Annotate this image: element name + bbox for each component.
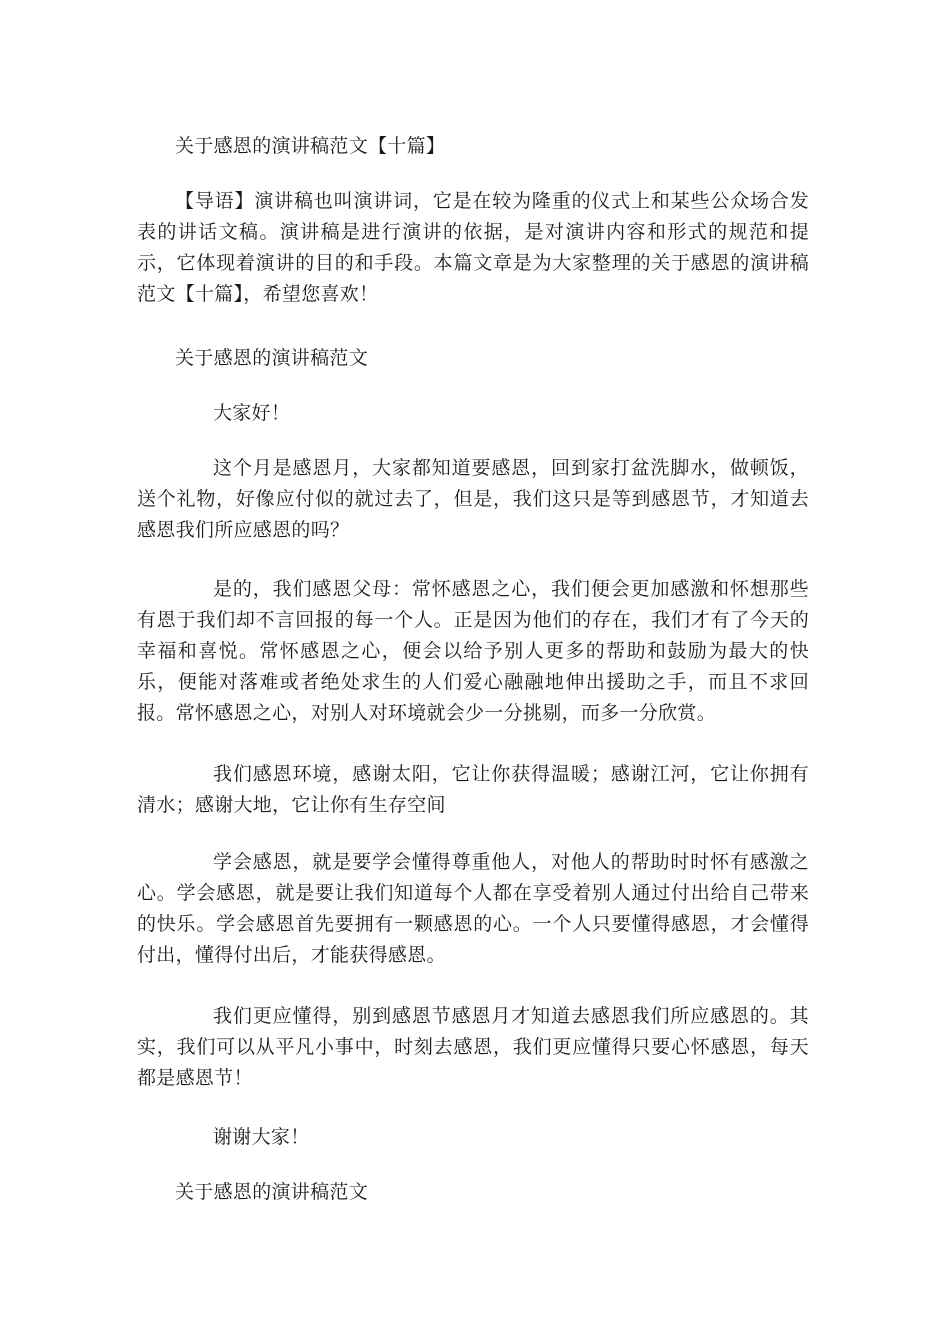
closing-line: 谢谢大家！ — [213, 1126, 310, 1148]
document-title: 关于感恩的演讲稿范文【十篇】 — [175, 135, 446, 157]
greeting: 大家好！ — [213, 402, 291, 424]
body-paragraph-4: 学会感恩，就是要学会懂得尊重他人，对他人的帮助时时怀有感激之心。学会感恩，就是要让我们知道每个人都在享受着别人通过付出给自己带来的快乐。学会感恩首先要拥有一颗感恩的心。一个人只要懂得感恩，才会懂得付出，懂得付出后，才能获得感恩。 — [137, 851, 809, 966]
section-heading-2: 关于感恩的演讲稿范文 — [175, 1181, 369, 1203]
intro-paragraph: 【导语】演讲稿也叫演讲词，它是在较为隆重的仪式上和某些公众场合发表的讲话文稿。演讲稿是进行演讲的依据，是对演讲内容和形式的规范和提示，它体现着演讲的目的和手段。本篇文章是为大家整理的关于感恩的演讲稿范文【十篇】，希望您喜欢！ — [137, 190, 809, 305]
section-heading-1: 关于感恩的演讲稿范文 — [175, 347, 369, 369]
body-paragraph-2: 是的，我们感恩父母：常怀感恩之心，我们便会更加感激和怀想那些有恩于我们却不言回报的每一个人。正是因为他们的存在，我们才有了今天的幸福和喜悦。常怀感恩之心，便会以给予别人更多的帮助和鼓励为最大的快乐，便能对落难或者绝处求生的人们爱心融融地伸出援助之手，而且不求回报。常怀感恩之心，对别人对环境就会少一分挑剔，而多一分欣赏。 — [137, 578, 809, 724]
body-paragraph-5: 我们更应懂得，别到感恩节感恩月才知道去感恩我们所应感恩的。其实，我们可以从平凡小事中，时刻去感恩，我们更应懂得只要心怀感恩，每天都是感恩节！ — [137, 1005, 809, 1089]
body-paragraph-1: 这个月是感恩月，大家都知道要感恩，回到家打盆洗脚水，做顿饭，送个礼物，好像应付似的就过去了，但是，我们这只是等到感恩节，才知道去感恩我们所应感恩的吗？ — [137, 457, 809, 541]
body-paragraph-3: 我们感恩环境，感谢太阳，它让你获得温暖；感谢江河，它让你拥有清水；感谢大地，它让你有生存空间 — [137, 763, 809, 816]
